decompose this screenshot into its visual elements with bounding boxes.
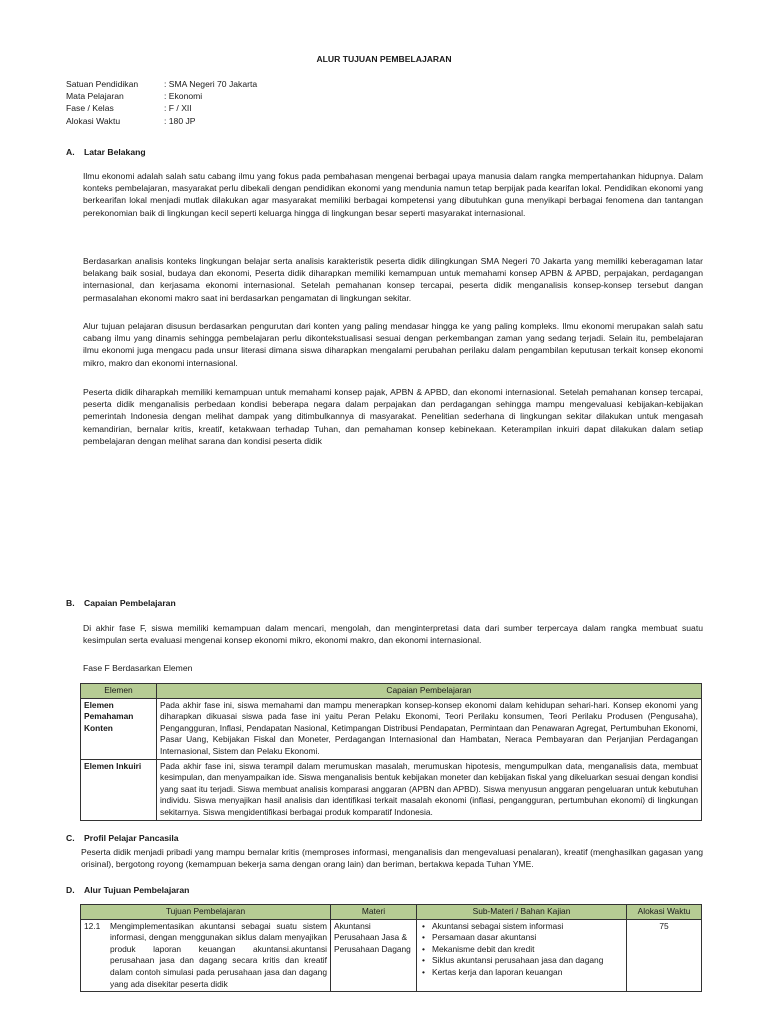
meta-info — [66, 78, 257, 127]
meta-label: Mata Pelajaran — [66, 91, 124, 102]
table-header-row — [81, 684, 702, 699]
list-item: • Akuntansi sebagai sistem informasi — [420, 921, 623, 933]
meta-row — [66, 102, 257, 114]
meta-value: : F / XII — [164, 103, 192, 114]
table-row — [81, 759, 702, 820]
meta-label: Alokasi Waktu — [66, 115, 121, 126]
paragraph: Alur tujuan pelajaran disusun berdasarkan pengurutan dari konten yang paling mendasar hingga ke yang paling kompleks. Ilmu ekonomi merupakan salah satu cabang ilmu yang dinamis sehingga pembelajaran perlu dikontekstualisasi sesuai dengan perkembangan zaman yang sedang terjadi. Selain itu, pembelajaran ilmu ekonomi juga mengacu pada unsur literasi dimana siswa diharapkan mengalami perubahan perilaku dalam pengambilan keputusan terkait konsep ekonomi mikro, makro dan ekonomi internasional. — [83, 321, 703, 368]
section-number: B. — [66, 598, 75, 608]
submateri-list — [420, 921, 623, 979]
column-header: Sub-Materi / Bahan Kajian — [417, 905, 627, 920]
section-title: Profil Pelajar Pancasila — [84, 833, 179, 843]
tujuan-content — [84, 921, 327, 991]
meta-value: : Ekonomi — [164, 91, 203, 102]
paragraph: Ilmu ekonomi adalah salah satu cabang ilmu yang fokus pada pembahasan mengenai berbagai upaya manusia dalam rangka mempertahankan hidupnya. Dalam konteks pembelajaran, masyarakat perlu dibekali dengan pendidikan ekonomi yang mendunia namun tetap berpijak pada kearifan lokal. Pendidikan ekonomi yang berkearifan lokal menjadi mutlak dilakukan agar masyarakat memiliki berbagai kompetensi yang dibutuhkan guna menyikapi berbagai fenomena dan tantangan perekonomian baik di lingkungan kecil seperti keluarga hingga di lingkungan besar seperti masyarakat internasional. — [83, 171, 703, 218]
list-item: • Mekanisme debit dan kredit — [420, 944, 623, 956]
meta-row — [66, 90, 257, 102]
column-header: Tujuan Pembelajaran — [81, 905, 331, 920]
atp-table — [80, 904, 702, 992]
table-header-row — [81, 905, 702, 920]
table-row — [81, 919, 702, 992]
meta-value: : 180 JP — [164, 115, 196, 126]
section-a-heading — [66, 146, 146, 158]
capaian-cell: Pada akhir fase ini, siswa memahami dan mampu menerapkan konsep-konsep ekonomi dalam kehidupan sehari-hari. Konsep ekonomi yang diharapkan dikuasai siswa pada fase ini yaitu Peran Pelaku Ekonomi, Teori Perilaku konsumen, Teori Perilaku Produsen (Pengusaha), Pengangguran, Inflasi, Pendapatan Nasional, Ketimpangan Distribusi Pendapatan, Permintaan dan Penawaran Agregat, Pertumbuhan Ekonomi, Pasar Uang, Kebijakan Fiskal dan Moneter, Perdagangan Internasional dan Hambatan, Neraca Pembayaran dan Perjanjian Perdagangan Internasional, Sistem dan Pelaku Ekonomi. — [157, 698, 702, 759]
meta-label: Satuan Pendidikan — [66, 79, 139, 89]
materi-cell: Akuntansi Perusahaan Jasa & Perusahaan Dagang — [331, 919, 417, 992]
submateri-cell — [417, 919, 627, 992]
meta-row — [66, 115, 257, 127]
list-item: • Siklus akuntansi perusahaan jasa dan dagang — [420, 955, 623, 967]
section-title: Latar Belakang — [84, 147, 146, 157]
section-title: Alur Tujuan Pembelajaran — [84, 885, 190, 895]
capaian-table — [80, 683, 702, 821]
column-header: Elemen — [81, 684, 157, 699]
tujuan-number: 12.1 — [84, 920, 101, 931]
section-title: Capaian Pembelajaran — [84, 598, 176, 608]
meta-value: : SMA Negeri 70 Jakarta — [164, 79, 258, 89]
table-row — [81, 698, 702, 759]
table-caption: Fase F Berdasarkan Elemen — [83, 663, 193, 673]
paragraph: Peserta didik diharapkah memiliki kemampuan untuk memahami konsep pajak, APBN & APBD, dan ekonomi internasional. Setelah pemahanan konsep tercapai, peserta didik menganalisis perbedaan kondisi beberapa negara dalam perpajakan dan perdagangan sehingga mampu mengevaluasi kebijakan-kebijakan pemerintah Indonesia dengan melihat dampak yang ditimbulkannya di masyarakat. Penelitian sederhana di lingkungan sekitar dilakukan untuk mengasah kemandirian, bernalar kritis, kreatif, ketakwaan terhadap Tuhan, dan pemahaman konsep kebinekaan. Keterampilan inkuiri dapat dilakukan dalam setiap pembelajaran dengan melihat sarana dan kondisi peserta didik — [83, 387, 703, 446]
section-d-heading — [66, 884, 189, 896]
tujuan-text: Mengimplementasikan akuntansi sebagai suatu sistem informasi, dengan menggunakan siklus dalam menyajikan produk laporan keuangan akuntansi.akuntansi perusahaan jasa dan dagang secara kritis dan kreatif dalam contoh simulasi pada perusahaan jasa dan dagang yang ada disekitar peserta didik — [110, 920, 327, 989]
paragraph: Peserta didik menjadi pribadi yang mampu bernalar kritis (memproses informasi, menganalisis dan mengevaluasi penalaran), kreatif (menghasilkan gagasan yang orisinal), bergotong royong (kemampuan bekerja sama dengan orang lain) dan beriman, bertakwa kepada Tuhan YME. — [81, 847, 703, 870]
column-header: Alokasi Waktu — [627, 905, 702, 920]
section-b-heading — [66, 597, 176, 609]
element-cell: Elemen Pemahaman Konten — [81, 698, 157, 759]
section-number: A. — [66, 147, 75, 157]
list-item: • Persamaan dasar akuntansi — [420, 932, 623, 944]
document-title: ALUR TUJUAN PEMBELAJARAN — [316, 54, 452, 64]
capaian-cell: Pada akhir fase ini, siswa terampil dalam merumuskan masalah, merumuskan hipotesis, mengumpulkan data, menganalisis data, membuat kesimpulan, dan menyampaikan ide. Siswa menganalisis bentuk kebijakan moneter dan kebijakan fiskal yang dikeluarkan sesuai dengan kondisi yang saat itu terjadi. Siswa membuat analisis komparasi anggaran (APBN dan APBD). Siswa menyusun anggaran pengeluaran untuk kebutuhan individu. Siswa menyajikan hasil analisis dan identifikasi terkait masalah ekonomi (inflasi, pengangguran, pertumbuhan ekonomi) di lingkungan sekitarnya. Siswa mengidentifikasi berbagai produk komparatif Indonesia. — [157, 759, 702, 820]
list-item: • Kertas kerja dan laporan keuangan — [420, 967, 623, 979]
alokasi-cell: 75 — [627, 919, 702, 992]
section-c-heading — [66, 832, 179, 844]
meta-label: Fase / Kelas — [66, 103, 114, 114]
meta-row — [66, 78, 257, 90]
column-header: Materi — [331, 905, 417, 920]
paragraph: Berdasarkan analisis konteks lingkungan belajar serta analisis karakteristik peserta didik dilingkungan SMA Negeri 70 Jakarta yang memiliki keberagaman latar belakang baik sosial, budaya dan ekonomi, Peserta didik diharapkan memiliki kemampuan untuk memahami konsep APBN & APBD, perpajakan, perdagangan internasional, dan kerjasama ekonomi internasional. Setelah pemahanan konsep tercapai, peserta didik menganalisis konsep-konsep tersebut dangan permasalahan ekonomi makro saat ini berdasarkan pengamatan di lingkungan sekitar. — [83, 256, 703, 303]
element-cell: Elemen Inkuiri — [81, 759, 157, 820]
tujuan-cell — [81, 919, 331, 992]
paragraph: Di akhir fase F, siswa memiliki kemampuan dalam mencari, mengolah, dan menginterpretasi data dari sumber terpercaya dalam rangka membuat suatu kesimpulan serta evaluasi mengenai konsep ekonomi mikro, ekonomi makro, dan ekonomi internasional. — [83, 623, 703, 646]
section-number: D. — [66, 885, 75, 895]
section-number: C. — [66, 833, 75, 843]
column-header: Capaian Pembelajaran — [157, 684, 702, 699]
